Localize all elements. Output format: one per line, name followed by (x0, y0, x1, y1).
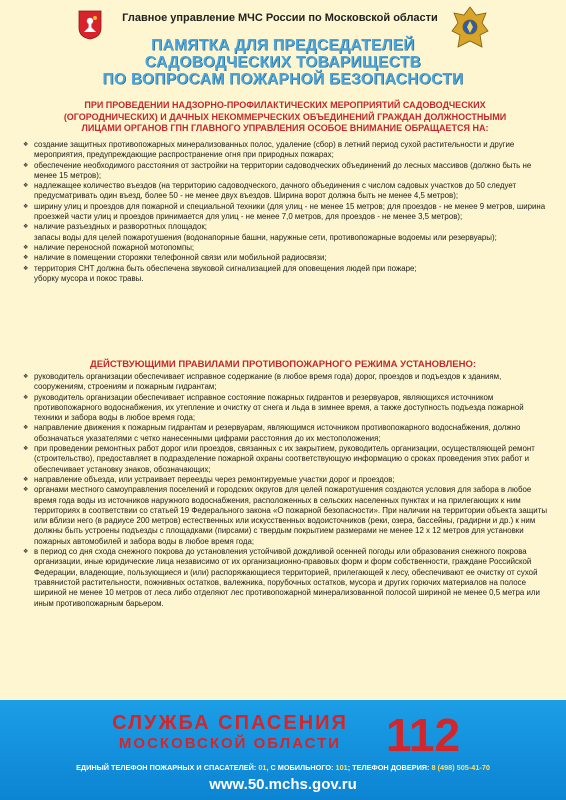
section-heading: ДЕЙСТВУЮЩИМИ ПРАВИЛАМИ ПРОТИВОПОЖАРНОГО РЕЖИМА УСТАНОВЛЕНО: (89, 359, 477, 370)
list-item: уборку мусора и покос травы. (34, 273, 144, 283)
phone-number-landline: 01 (258, 763, 267, 772)
list-item: ❖ при проведении ремонтных работ дорог или проездов, связанных с их закрытием, руководитель организации, осуществляющей ремонт (строительство), предоставляет в подразделение пожарной охраны соответствующую информацию о сроках проведения этих работ и обеспечивает установку знаков, обозначающих; (22, 444, 552, 475)
phone-label-hotline: ; ТЕЛЕФОН ДОВЕРИЯ: (347, 763, 432, 772)
list-item: ❖ создание защитных противопожарных минерализованных полос, удаление (сбор) в летний период сухой растительности и другие мероприятия, предупреждающие распространение огня при природных пожарах; (22, 140, 552, 161)
list-item: ❖ ширину улиц и проездов для пожарной и специальной техники (для улиц - не менее 15 метров; для проездов - не менее 9 метров, ширина проезжей части улиц и проездов принимается для улиц - не менее 7,0 метров, для проездов - не менее 3,5 метров); (22, 202, 552, 223)
list-item: ❖ надлежащее количество въездов (на территорию садоводческого, дачного объединения с числом садовых участков до 50 следует предусматривать один въезд, более 50 - не менее двух въездов. Ширина ворот должна быть не менее 4,5 метров); (22, 181, 552, 202)
lead-line: (ОГОРОДНИЧЕСКИХ) И ДАЧНЫХ НЕКОММЕРЧЕСКИХ ОБЪЕДИНЕНИЙ ГРАЖДАН ДОЛЖНОСТНЫМИ (63, 111, 507, 122)
list-item: ❖ наличие в помещении сторожки телефонной связи или мобильной радиосвязи; (22, 253, 552, 263)
title-line: ПАМЯТКА ДЛЯ ПРЕДСЕДАТЕЛЕЙ (151, 37, 415, 54)
rescue-service-title: СЛУЖБА СПАСЕНИЯ (112, 712, 348, 734)
phone-number-mobile: 101 (335, 763, 348, 772)
phone-number-hotline: 8 (498) 505-41-70 (431, 763, 490, 772)
phone-label: ЕДИНЫЙ ТЕЛЕФОН ПОЖАРНЫХ И СПАСАТЕЛЕЙ: (76, 763, 259, 772)
title-line: ПО ВОПРОСАМ ПОЖАРНОЙ БЕЗОПАСНОСТИ (102, 71, 464, 88)
rules-list (22, 372, 552, 609)
list-item: ❖ органами местного самоуправления поселений и городских округов для целей пожаротушения создаются условия для забора в любое время года воды из источников наружного водоснабжения, расположенных в сельских населенных пунктах и на прилегающих к ним территориях в соответствии со статьей 19 Федерального закона «О пожарной безопасности». При наличии на территории объекта защиты или вблизи него (в радиусе 200 метров) естественных или искусственных водоисточников (реки, озера, бассейны, градирни и др.) к ним должны быть устроены подъезды с площадками (пирсами) с твердым покрытием размерами не менее 12 х 12 метров для установки пожарных автомобилей и забора воды в любое время года; (22, 485, 552, 547)
list-item: ❖ направление объезда, или устраивает переезды через ремонтируемые участки дорог и проездов; (22, 475, 552, 485)
rescue-service-region: МОСКОВСКОЙ ОБЛАСТИ (118, 735, 342, 752)
footer-banner (0, 700, 566, 800)
phone-label-mobile: , С МОБИЛЬНОГО: (266, 763, 336, 772)
header (0, 0, 566, 100)
title-line: САДОВОДЧЕСКИХ ТОВАРИЩЕСТВ (144, 54, 422, 71)
list-item: ❖ наличие переносной пожарной мотопомпы; (22, 243, 552, 253)
page-title (60, 37, 506, 88)
list-item: ❖ обеспечение необходимого расстояния от застройки на территории садоводческих объединений до лесных массивов (должно быть не менее 15 метров); (22, 161, 552, 182)
requirements-list (22, 140, 552, 284)
moscow-oblast-coat-of-arms-icon (78, 10, 102, 40)
emergency-number: 112 (385, 709, 461, 761)
list-item: запасы воды для целей пожаротушения (водонапорные башни, наружные сети, противопожарные водоемы или резервуары); (34, 232, 497, 242)
phone-line (20, 763, 546, 772)
list-item: ❖ руководитель организации обеспечивает исправное содержание (в любое время года) дорог, проездов и подъездов к зданиям, сооружениям, строениям и пожарным гидрантам; (22, 372, 552, 393)
lead-line: ЛИЦАМИ ОРГАНОВ ГПН ГЛАВНОГО УПРАВЛЕНИЯ ОСОБОЕ ВНИМАНИЕ ОБРАЩАЕТСЯ НА: (81, 123, 489, 133)
lead-paragraph (40, 100, 530, 135)
list-item: ❖ наличие разъездных и разворотных площадок; (22, 222, 552, 232)
list-item: ❖ руководитель организации обеспечивает исправное состояние пожарных гидрантов и резервуаров, являющихся источником противопожарного водоснабжения, их утепление и очистку от снега и льда в зимнее время, а также доступность подъезда пожарной техники и забора воды в любое время года; (22, 393, 552, 424)
lead-line: ПРИ ПРОВЕДЕНИИ НАДЗОРНО-ПРОФИЛАКТИЧЕСКИХ МЕРОПРИЯТИЙ САДОВОДЧЕСКИХ (84, 100, 486, 110)
list-item: ❖ территория СНТ должна быть обеспечена звуковой сигнализацией для оповещения людей при пожаре; (22, 264, 552, 274)
list-item: ❖ направление движения к пожарным гидрантам и резервуарам, являющимся источником противопожарного водоснабжения, должно обозначаться указателями с четко нанесенными цифрами расстояния до их местоположения; (22, 423, 552, 444)
website-link[interactable]: www.50.mchs.gov.ru (209, 776, 357, 793)
organization-name: Главное управление МЧС России по Московской области (122, 12, 438, 24)
list-item: ❖ в период со дня схода снежного покрова до установления устойчивой дождливой осенней погоды или образования снежного покрова организации, иные юридические лица независимо от их организационно-правовых форм и форм собственности, граждане Российской Федерации, владеющие, пользующиеся и (или) распоряжающиеся территорией, прилегающей к лесу, обеспечивают ее очистку от сухой травянистой растительности, пожнивных остатков, валежника, порубочных остатков, мусора и других горючих материалов на полосе шириной не менее 10 метров от леса либо отделяют лес противопожарной минерализованной полосой шириной не менее 0,5 метра или иным противопожарным барьером. (22, 547, 552, 609)
